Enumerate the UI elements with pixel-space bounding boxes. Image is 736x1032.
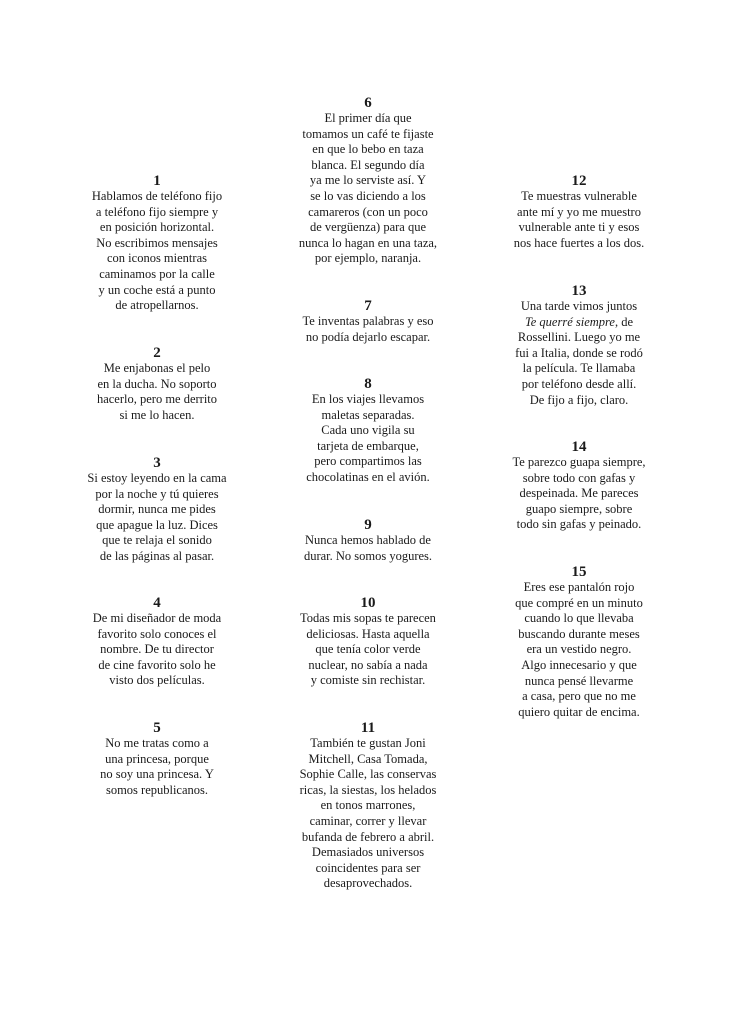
item-number: 2 [153,345,161,361]
item-number: 3 [153,455,161,471]
item-text: Todas mis sopas te parecen deliciosas. Hasta aquella que tenía color verde nuclear, no sabía a nada y comiste sin rechistar. [300,611,436,688]
list-item-7 [268,298,468,345]
list-item-11 [268,720,468,892]
item-text: Te parezco guapa siempre, sobre todo con gafas y despeinada. Me pareces guapo siempre, sobre todo sin gafas y peinado. [512,455,646,532]
list-item-5 [57,720,257,798]
item-number: 4 [153,595,161,611]
list-item-1 [57,173,257,314]
item-text: Te inventas palabras y eso no podía dejarlo escapar. [302,314,434,344]
item-text [479,299,679,408]
item-number: 5 [153,720,161,736]
item-number: 14 [571,439,587,455]
item-number: 15 [571,564,587,580]
list-item-12 [479,173,679,251]
item-text: Eres ese pantalón rojo que compré en un minuto cuando lo que llevaba buscando durante meses era un vestido negro. Algo innecesario y que nunca pensé llevarme a casa, pero que no me quiero quitar de encima. [515,580,643,719]
item-text: Me enjabonas el pelo en la ducha. No soporto hacerlo, pero me derrito si me lo hacen. [96,361,218,422]
list-item-4 [57,595,257,689]
list-item-13 [479,283,679,408]
item-text: Hablamos de teléfono fijo a teléfono fijo siempre y en posición horizontal. No escribimos mensajes con iconos mientras caminamos por la calle y un coche está a punto de atropellarnos. [91,189,223,313]
list-item-10 [268,595,468,689]
item-number: 12 [571,173,587,189]
item-number: 11 [360,720,376,736]
item-text: En los viajes llevamos maletas separadas. Cada uno vigila su tarjeta de embarque, pero compartimos las chocolatinas en el avión. [306,392,430,484]
item-text: Te muestras vulnerable ante mí y yo me muestro vulnerable ante ti y esos nos hace fuertes a los dos. [513,189,645,250]
item-text-before: Una tarde vimos juntos [520,299,638,313]
list-item-8 [268,376,468,486]
item-text: Si estoy leyendo en la cama por la noche y tú quieres dormir, nunca me pides que apague la luz. Dices que te relaja el sonido de las páginas al pasar. [87,471,227,563]
item-number: 10 [360,595,376,611]
item-text: De mi diseñador de moda favorito solo conoces el nombre. De tu director de cine favorito solo he visto dos películas. [92,611,222,688]
item-text: El primer día que tomamos un café te fijaste en que lo bebo en taza blanca. El segundo día ya me lo serviste así. Y se lo vas diciendo a los camareros (con un poco de vergüenza) para que nunca lo hagan en una taza, por ejemplo, naranja. [298,111,438,266]
list-item-3 [57,455,257,565]
list-item-9 [268,517,468,564]
item-number: 7 [364,298,372,314]
item-number: 13 [571,283,587,299]
list-item-6 [268,95,468,267]
list-item-15 [479,564,679,720]
item-number: 8 [364,376,372,392]
list-item-14 [479,439,679,533]
item-number: 9 [364,517,372,533]
item-text-after: , de Rossellini. Luego yo me fui a Italia, donde se rodó la película. Te llamaba por teléfono desde allí. De fijo a fijo, claro. [515,314,643,407]
list-item-2 [57,345,257,423]
item-text: No me tratas como a una princesa, porque no soy una princesa. Y somos republicanos. [100,736,214,797]
item-number: 6 [364,95,372,111]
item-number: 1 [153,173,161,189]
item-text: También te gustan Joni Mitchell, Casa Tomada, Sophie Calle, las conservas ricas, la siestas, los helados en tonos marrones, caminar, correr y llevar bufanda de febrero a abril. Demasiados universos coincidentes para ser desaprovechados. [299,736,437,891]
film-title: Te querré siempre [524,314,615,329]
item-text: Nunca hemos hablado de durar. No somos yogures. [303,533,433,563]
